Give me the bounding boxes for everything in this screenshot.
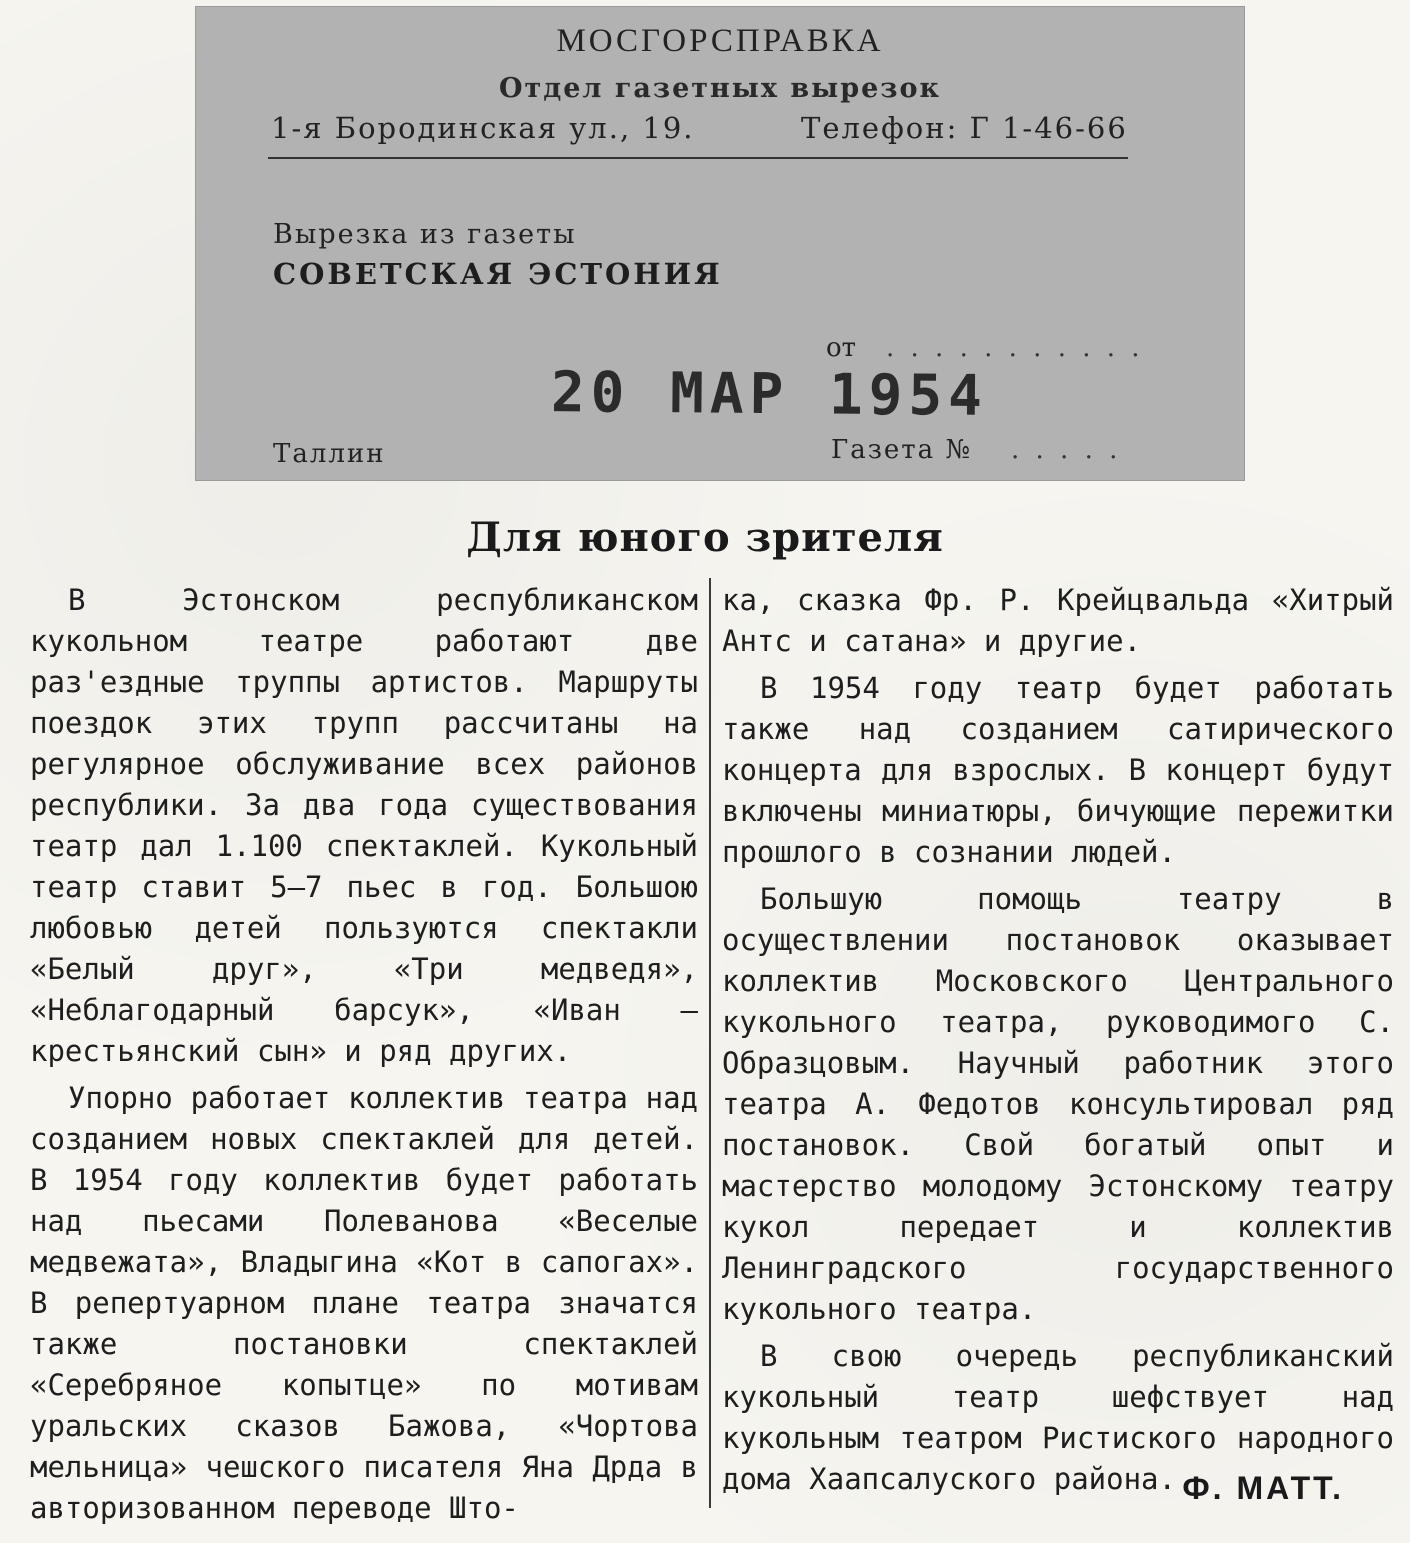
article-column-right <box>722 580 1394 1506</box>
paragraph: В свою очередь республиканский кукольный театр шефствует над кукольным театром Ристиского народного дома Хаапсалуского района. <box>722 1339 1394 1496</box>
date-blank-dots: . . . . . . . . . . . <box>886 333 1144 363</box>
author-signature: Ф. МАТТ. <box>1182 1470 1344 1506</box>
paragraph: В 1954 году театр будет работать также над созданием сатирического концерта для взрослых. В концерт будут включены миниатюры, бичующие пережитки прошлого в сознании людей. <box>722 671 1394 869</box>
paragraph: Большую помощь театру в осуществлении постановок оказывает коллектив Московского Центрального кукольного театра, руководимого С. Образцовым. Научный работник этого театра А. Федотов консультировал ряд постановок. Свой богатый опыт и мастерство молодому Эстонскому театру кукол передает и коллектив Ленинградского государственного кукольного театра. <box>722 882 1394 1326</box>
date-stamp: 20 МАР 1954 <box>550 360 989 429</box>
stamp-divider <box>268 157 1128 159</box>
article-column-left <box>30 580 698 1535</box>
bureau-address: 1-я Бородинская ул., 19. <box>271 111 695 145</box>
bureau-phone: Телефон: Г 1-46-66 <box>801 111 1128 145</box>
clip-label: Вырезка из газеты <box>273 219 577 250</box>
date-from-label: от <box>826 333 857 363</box>
paragraph: В Эстонском республиканском кукольном театре работают две раз'ездные труппы артистов. Маршруты поездок этих трупп рассчитаны на регулярное обслуживание всех районов республики. За два года существования театр дал 1.100 спектаклей. Кукольный театр ставит 5—7 пьес в год. Большою любовью детей пользуются спектакли «Белый друг», «Три медведя», «Неблагодарный барсук», «Иван — крестьянский сын» и ряд других. <box>30 583 698 1068</box>
column-divider <box>709 578 711 1508</box>
newspaper-name: СОВЕТСКАЯ ЭСТОНИЯ <box>273 257 723 291</box>
bureau-name: МОСГОРСПРАВКА <box>556 23 884 59</box>
city-label: Таллин <box>273 439 386 469</box>
paragraph: Упорно работает коллектив театра над созданием новых спектаклей для детей. В 1954 году коллектив будет работать над пьесами Полеванова «Веселые медвежата», Владыгина «Кот в сапогах». В репертуарном плане театра значатся также постановки спектаклей «Серебряное копытце» по мотивам уральских сказов Бажова, «Чортова мельница» чешского писателя Яна Дрда в авторизованном переводе Што- <box>30 1081 698 1525</box>
paragraph-continuation: ка, сказка Фр. Р. Крейцвальда «Хитрый Антс и сатана» и другие. <box>722 583 1394 658</box>
clipping-bureau-stamp <box>195 6 1245 481</box>
article-title: Для юного зрителя <box>466 514 944 561</box>
bureau-department: Отдел газетных вырезок <box>499 73 941 104</box>
issue-number-label: Газета № <box>831 435 973 465</box>
issue-blank-dots: . . . . . <box>1011 435 1122 465</box>
